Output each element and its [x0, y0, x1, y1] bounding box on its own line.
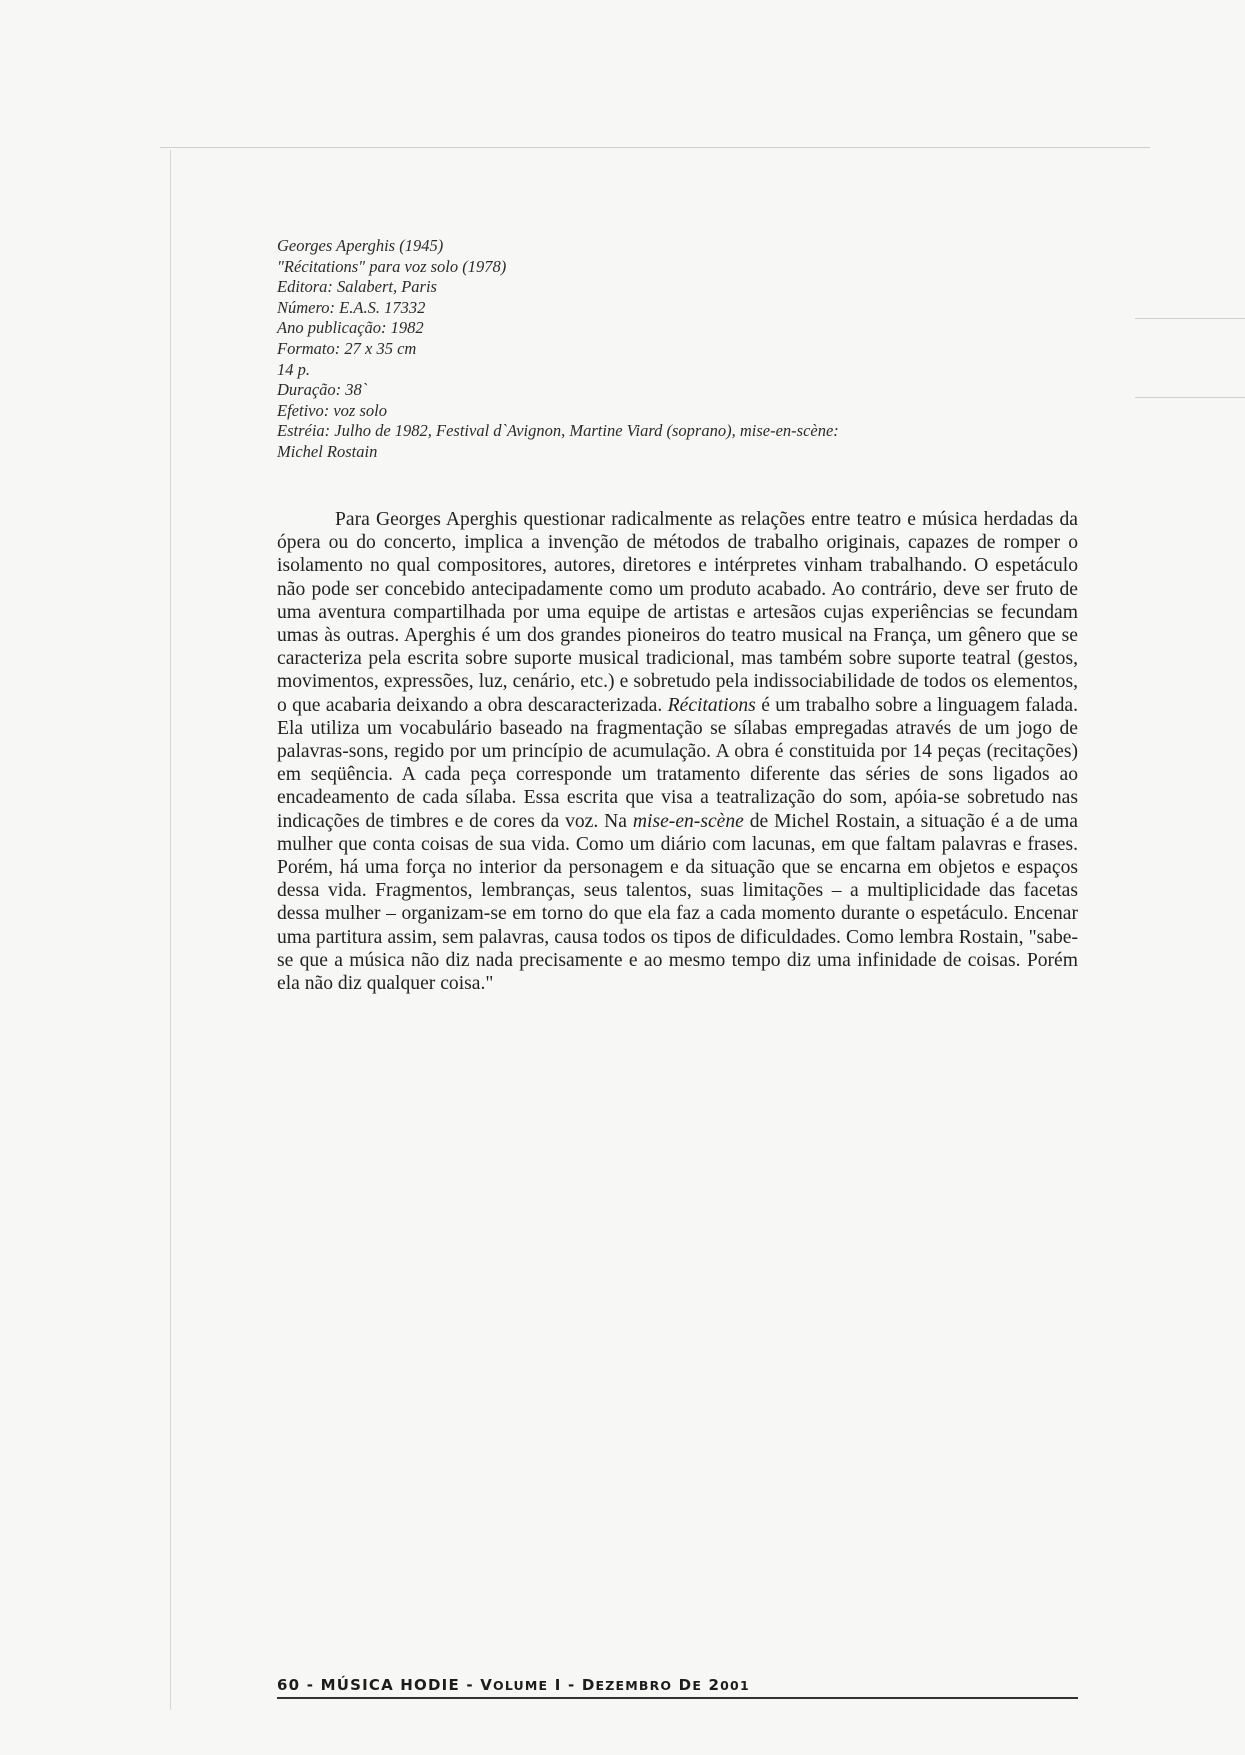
metadata-year: Ano publicação: 1982 [277, 318, 424, 338]
footer-volume: VOLUME I [480, 1676, 562, 1694]
metadata-forces: Efetivo: voz solo [277, 400, 387, 420]
scan-edge-right [1135, 397, 1245, 398]
body-text-part: é um trabalho sobre a linguagem falada. Ela utiliza um vocabulário baseado na fragmentação se sílabas empregadas através de um jogo de palavras-sons, regido por um princípio de acumulação. A obra é constituida por 14 peças (recitações) em seqüência. A cada peça corresponde um tratamento diferente das séries de sons ligados ao encadeamento de cada sílaba. Essa escrita que visa a teatralização do som, apóia-se sobretudo nas indicações de timbres e de cores da voz. Na [277, 694, 1078, 832]
metadata-pages: 14 p. [277, 359, 310, 379]
page-footer: 60 - MÚSICA HODIE - VOLUME I - DEZEMBRO DE 2001 [277, 1676, 750, 1694]
body-text-part: de Michel Rostain, a situação é a de uma mulher que conta coisas de sua vida. Como um diário com lacunas, em que faltam palavras e frases. Porém, há uma força no interior da personagem e da situação que se encarna em objetos e espaços dessa vida. Fragmentos, lembranças, seus talentos, suas limitações – a multiplicidade das facetas dessa mulher – organizam-se em torno do que ela faz a cada momento durante o espetáculo. Encenar uma partitura assim, sem palavras, causa todos os tipos de dificuldades. Como lembra Rostain, "sabe-se que a música não diz nada precisamente e ao mesmo tempo diz uma infinidade de coisas. Porém ela não diz qualquer coisa." [277, 810, 1078, 995]
metadata-composer: Georges Aperghis (1945) [277, 236, 444, 255]
body-text-part: Para Georges Aperghis questionar radicalmente as relações entre teatro e música herdadas da ópera ou do concerto, implica a invenção de métodos de trabalho originais, capazes de romper o isolamento no qual compositores, autores, diretores e intérpretes vinham trabalhando. O espetáculo não pode ser concebido antecipadamente como um produto acabado. Ao contrário, deve ser fruto de uma aventura compartilhada por uma equipe de artistas e artesãos cujas experiências se fecundam umas às outras. Aperghis é um dos grandes pioneiros do teatro musical na França, um gênero que se caracteriza pela escrita sobre suporte musical tradicional, mas também sobre suporte teatral (gestos, movimentos, expressões, luz, cenário, etc.) e sobretudo pela indissociabilidade de todos os elementos, o que acabaria deixando a obra descaracterizada. [277, 509, 1078, 716]
score-metadata [277, 236, 1077, 463]
footer-journal: MÚSICA HODIE [320, 1676, 460, 1694]
body-paragraph [277, 508, 1078, 995]
metadata-premiere: Estréia: Julho de 1982, Festival d`Avignon, Martine Viard (soprano), mise-en-scène: [277, 421, 839, 441]
metadata-premiere-cont: Michel Rostain [277, 441, 378, 461]
footer-date: DEZEMBRO DE 2001 [581, 1676, 750, 1694]
footer-page-number: 60 [277, 1676, 301, 1694]
body-italic-term: mise-en-scène [632, 810, 744, 832]
scan-edge-top [160, 147, 1150, 148]
body-text [277, 508, 1078, 995]
metadata-title: "Récitations" para voz solo (1978) [277, 256, 507, 276]
footer-rule [277, 1697, 1078, 1699]
body-italic-title: Récitations [667, 694, 756, 716]
metadata-number: Número: E.A.S. 17332 [277, 297, 426, 317]
metadata-duration: Duração: 38` [277, 380, 368, 400]
scan-edge-left [170, 150, 171, 1710]
scan-edge-right [1135, 318, 1245, 319]
metadata-format: Formato: 27 x 35 cm [277, 338, 417, 358]
metadata-publisher: Editora: Salabert, Paris [277, 277, 437, 297]
